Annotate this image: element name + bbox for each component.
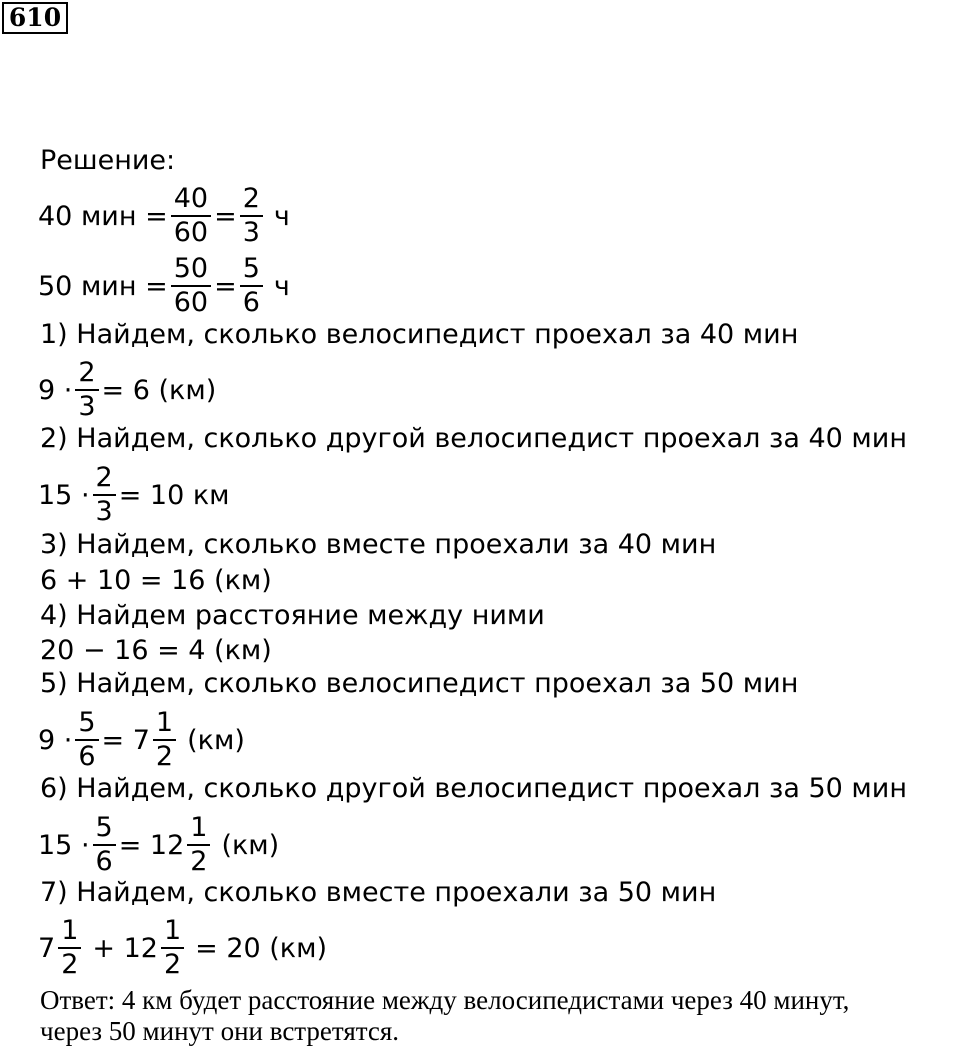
conv1-f1-denominator: 60	[173, 217, 209, 248]
conv1-f2-denominator: 3	[242, 217, 260, 248]
answer-line-1: Ответ: 4 км будет расстояние между велосипедистами через 40 минут,	[40, 985, 850, 1015]
step5-text: 5) Найдем, сколько велосипедист проехал за 50 мин	[40, 668, 799, 699]
step1-fraction	[75, 357, 98, 423]
conv2-unit: ч	[273, 270, 290, 302]
conv2-lhs: 50 мин =	[38, 270, 168, 302]
step7-whole-1: 7	[38, 932, 56, 964]
conv1-fraction-1	[171, 183, 211, 249]
step7-denominator-1: 2	[61, 949, 79, 980]
step7-fraction-2	[161, 915, 184, 981]
step5-numerator: 5	[78, 707, 96, 738]
step6-unit: (км)	[221, 829, 280, 861]
step7-result: = 20 (км)	[195, 932, 328, 964]
step2-numerator: 2	[95, 462, 113, 493]
step6-numerator: 5	[95, 812, 113, 843]
step1-numerator: 2	[78, 357, 96, 388]
step1-text: 1) Найдем, сколько велосипедист проехал за 40 мин	[40, 319, 799, 350]
conv1-lhs: 40 мин =	[38, 200, 168, 232]
step7-fraction-1	[58, 915, 81, 981]
step5-result-fraction	[153, 707, 176, 773]
conv2-fraction-1	[171, 253, 211, 319]
step7-numerator-2: 1	[163, 915, 182, 946]
step5-eq: = 7	[101, 724, 150, 756]
conv2-f1-numerator: 50	[173, 253, 209, 284]
step2-a: 15 ·	[38, 479, 90, 511]
step6-result-numerator: 1	[190, 812, 208, 843]
step6-result-fraction	[187, 812, 210, 878]
step5-unit: (км)	[187, 724, 245, 756]
step3-text: 3) Найдем, сколько вместе проехали за 40 мин	[40, 529, 717, 560]
conv1-unit: ч	[273, 200, 290, 232]
step6-denominator: 6	[95, 846, 113, 877]
step5-denominator: 6	[78, 741, 96, 772]
step5-result-numerator: 1	[155, 707, 174, 738]
conv2-fraction-2	[240, 253, 263, 319]
step2-denominator: 3	[95, 496, 113, 527]
step6-formula	[38, 807, 279, 883]
step4-text: 4) Найдем расстояние между ними	[40, 600, 545, 631]
step6-eq: = 12	[118, 829, 185, 861]
solution-label: Решение:	[40, 145, 176, 176]
step6-fraction	[93, 812, 116, 878]
problem-number: 610	[2, 2, 68, 34]
step6-text: 6) Найдем, сколько другой велосипедист проехал за 50 мин	[40, 773, 907, 804]
step7-numerator-1: 1	[61, 915, 79, 946]
step3-expr: 6 + 10 = 16 (км)	[40, 565, 272, 596]
conv2-f2-numerator: 5	[242, 253, 260, 284]
step5-result-denominator: 2	[155, 741, 174, 772]
step5-a: 9 ·	[38, 724, 73, 756]
conv1-equals: =	[214, 200, 237, 232]
answer-line-2: через 50 минут они встретятся.	[40, 1016, 400, 1046]
step7-plus: + 12	[92, 932, 158, 964]
conversion-40-min	[38, 178, 290, 254]
step2-text: 2) Найдем, сколько другой велосипедист проехал за 40 мин	[40, 423, 907, 454]
step7-denominator-2: 2	[163, 949, 182, 980]
step1-a: 9 ·	[38, 374, 73, 406]
step7-formula	[38, 910, 327, 986]
step7-text: 7) Найдем, сколько вместе проехали за 50 мин	[40, 877, 717, 908]
step1-rest: = 6 (км)	[101, 374, 217, 406]
step5-formula	[38, 702, 245, 778]
conv1-f2-numerator: 2	[242, 183, 260, 214]
step2-formula	[38, 457, 230, 533]
conv2-f2-denominator: 6	[242, 287, 260, 318]
conv1-f1-numerator: 40	[173, 183, 209, 214]
conv2-f1-denominator: 60	[173, 287, 209, 318]
step4-expr: 20 − 16 = 4 (км)	[40, 635, 272, 666]
conv2-equals: =	[214, 270, 237, 302]
step6-a: 15 ·	[38, 829, 90, 861]
step5-fraction	[75, 707, 98, 773]
step2-fraction	[93, 462, 116, 528]
conversion-50-min	[38, 248, 290, 324]
step6-result-denominator: 2	[190, 846, 208, 877]
step2-rest: = 10 км	[118, 479, 230, 511]
step1-denominator: 3	[78, 391, 96, 422]
step1-formula	[38, 352, 216, 428]
conv1-fraction-2	[240, 183, 263, 249]
